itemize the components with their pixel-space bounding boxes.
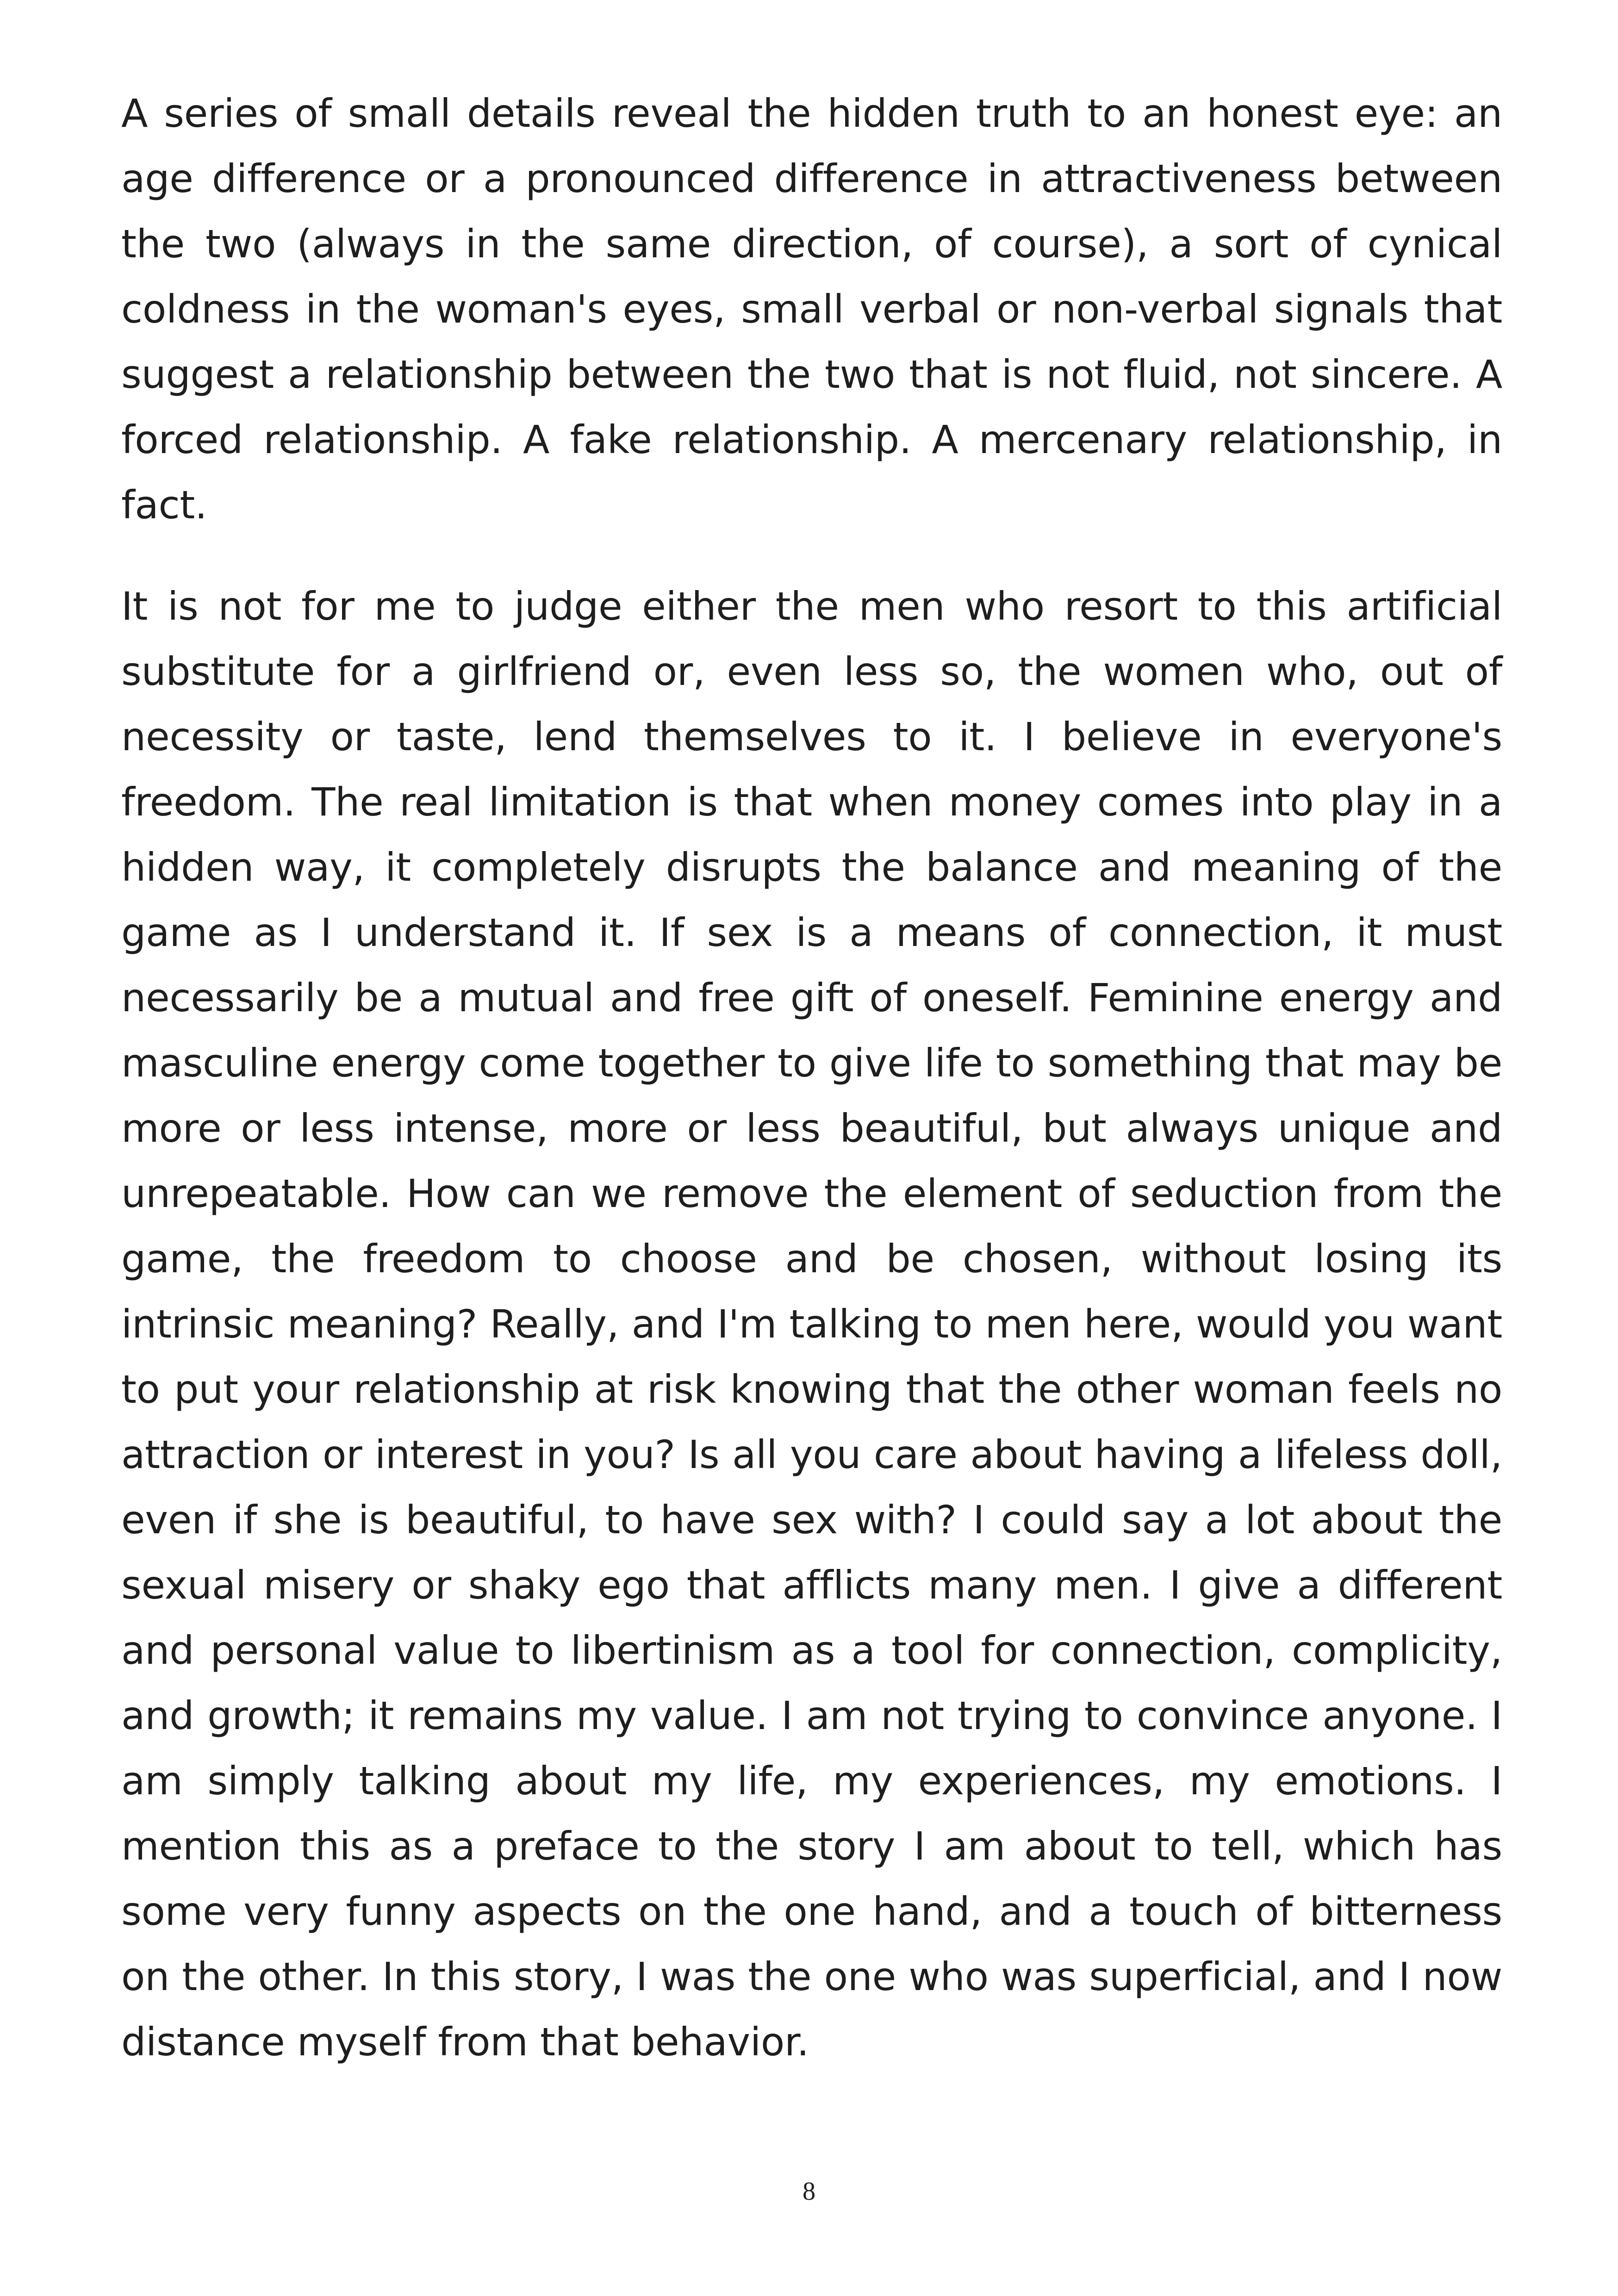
page-number: 8 (803, 2177, 815, 2206)
paragraph-2: It is not for me to judge either the men who resort to this artificial substitute for a girlfriend or, even less so, the women who, out of necessity or taste, lend themselves to it. I believe in everyone's freedom. The real limitation is that when money comes into play in a hidden way, it completely disrupts the balance and meaning of the game as I understand it. If sex is a means of connection, it must necessarily be a mutual and free gift of oneself. Feminine energy and masculine energy come together to give life to something that may be more or less intense, more or less beautiful, but always unique and unrepeatable. How can we remove the element of seduction from the game, the freedom to choose and be chosen, without losing its intrinsic meaning? Really, and I'm talking to men here, would you want to put your relationship at risk knowing that the other woman feels no attraction or interest in you? Is all you care about having a lifeless doll, even if she is beautiful, to have sex with? I could say a lot about the sexual misery or shaky ego that afflicts many men. I give a different and personal value to libertinism as a tool for connection, complicity, and growth; it remains my value. I am not trying to convince anyone. I am simply talking about my life, my experiences, my emotions. I mention this as a preface to the story I am about to tell, which has some very funny aspects on the one hand, and a touch of bitterness on the other. In this story, I was the one who was superficial, and I now distance myself from that behavior. (121, 584, 1502, 2065)
paragraph-1: A series of small details reveal the hidden truth to an honest eye: an age difference or a pronounced difference in attractiveness between the two (always in the same direction, of course), a sort of cynical coldness in the woman's eyes, small verbal or non-verbal signals that suggest a relationship between the two that is not fluid, not sincere. A forced relationship. A fake relationship. A mercenary relationship, in fact. (121, 91, 1502, 528)
body-text (121, 81, 1502, 2075)
